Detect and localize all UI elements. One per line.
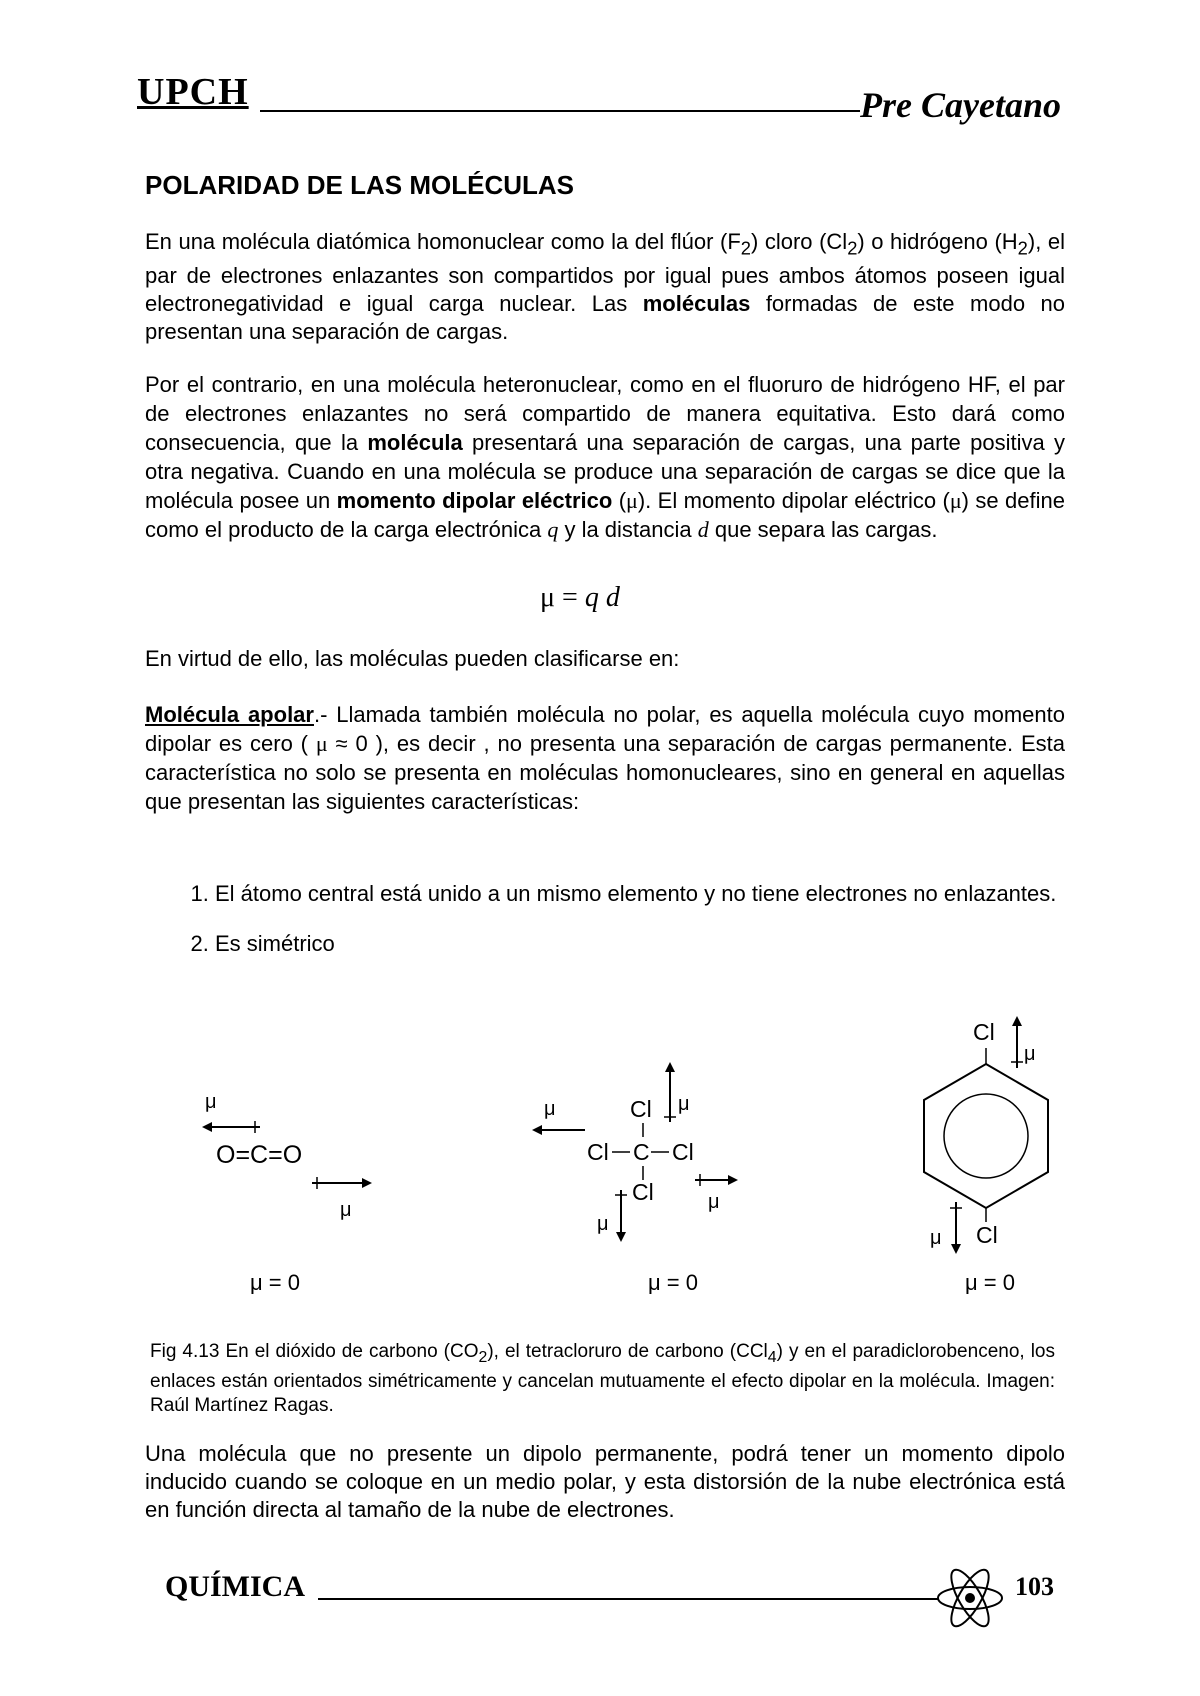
p1-text-c: ) o hidrógeno (H <box>857 229 1018 254</box>
dipole-formula <box>540 582 620 614</box>
formula-mu: μ <box>540 582 556 613</box>
p1-sub-3: 2 <box>1017 237 1028 259</box>
page-title: POLARIDAD DE LAS MOLÉCULAS <box>145 170 574 200</box>
p1-bold: moléculas <box>642 291 751 317</box>
p4-term: Molécula apolar <box>145 702 314 727</box>
ccl4-cl-left: Cl <box>587 1139 609 1165</box>
paragraph-heteronuclear <box>145 370 1065 544</box>
p2-text-g: que separa las cargas. <box>708 517 938 542</box>
p2-bold-1: molécula <box>367 430 463 455</box>
p2-text-b: presentará una separación de cargas, una parte positiva y otra negativa. Cuando en una molécula se produce una separación de cargas se dice que la molécula posee un <box>145 430 1065 513</box>
p2-text-f: y la distancia <box>558 517 698 542</box>
ccl4-cl-right: Cl <box>672 1139 694 1165</box>
benzene-molecule <box>924 1018 1048 1295</box>
ccl4-cl-bottom: Cl <box>632 1179 654 1205</box>
header-pre-cayetano: Pre Cayetano <box>860 85 1061 125</box>
caption-text-c: ) y en el paradiclorobenceno, los enlaces están orientados simétricamente y cancelan mutuamente el efecto dipolar en la molécula. Imagen: Raúl Martínez Ragas. <box>150 1341 1055 1416</box>
formula-rhs: q d <box>584 582 620 613</box>
co2-mu-left: μ <box>205 1091 217 1113</box>
p2-text-a: Por el contrario, en una molécula heteronuclear, como en el fluoruro de hidrógeno HF, el par de electrones enlazantes no será compartido de manera equitativa. Esto dará como consecuencia, que la <box>145 372 1065 455</box>
co2-formula: O=C=O <box>216 1141 303 1169</box>
footer-rule <box>318 1598 938 1600</box>
paragraph-classification: En virtud de ello, las moléculas pueden clasificarse en: <box>145 646 680 671</box>
co2-molecule <box>204 1091 370 1295</box>
p4-text-a: .- Llamada también molécula no polar, es aquella molécula cuyo momento dipolar es cero ( <box>145 702 1065 756</box>
p4-approx: ≈ 0 <box>327 731 368 756</box>
ccl4-cl-top: Cl <box>630 1096 652 1122</box>
benzene-mu-bottom: μ <box>930 1227 942 1249</box>
ccl4-mu-right: μ <box>708 1191 720 1213</box>
benzene-mu-top: μ <box>1024 1043 1036 1065</box>
header-upch: UPCH <box>137 71 249 113</box>
p2-text-e: ) se define como el producto de la carga electrónica <box>145 488 1065 542</box>
co2-mu-right: μ <box>340 1199 352 1221</box>
ccl4-result: μ = 0 <box>648 1270 698 1295</box>
formula-equals: = <box>555 582 585 613</box>
ccl4-c: C <box>633 1139 650 1165</box>
caption-text-a: Fig 4.13 En el dióxido de carbono (CO <box>150 1341 479 1362</box>
p1-text-e: formadas de este modo no presentan una separación de cargas. <box>145 291 1066 345</box>
list-item: 1. El átomo central está unido a un mismo elemento y no tiene electrones no enlazantes. <box>215 880 1115 908</box>
paragraph-apolar <box>145 700 1065 816</box>
atom-icon <box>935 1565 1005 1631</box>
benzene-ring-icon <box>924 1064 1048 1208</box>
p1-sub-1: 2 <box>740 237 751 259</box>
p2-mu-2: μ <box>949 488 962 513</box>
benzene-cl-bottom: Cl <box>976 1222 998 1248</box>
benzene-aromatic-circle-icon <box>944 1094 1028 1178</box>
caption-text-b: ), el tetracloruro de carbono (CCl <box>487 1341 768 1362</box>
p1-text-a: En una molécula diatómica homonuclear como la del flúor (F <box>145 229 741 254</box>
p1-text-b: ) cloro (Cl <box>750 229 848 254</box>
p2-var-d: d <box>697 517 709 542</box>
co2-result: μ = 0 <box>250 1270 300 1295</box>
figure-molecules <box>0 990 1200 1320</box>
p1-text-d: ), el par de electrones enlazantes son compartidos por igual pues ambos átomos poseen igual electronegatividad e igual carga nuclear. Las <box>145 229 1065 317</box>
page-number: 103 <box>1015 1572 1054 1601</box>
paragraph-homonuclear <box>145 228 1065 346</box>
ccl4-mu-top: μ <box>678 1093 690 1115</box>
figure-caption <box>150 1340 1055 1418</box>
p2-bold-2: momento dipolar eléctrico <box>336 488 613 513</box>
p4-text-b: ), es decir , no presenta una separación de cargas permanente. Esta característica no solo se presenta en moléculas homonucleares, sino en general en aquellas que presentan las siguientes características: <box>145 731 1065 814</box>
header-rule <box>260 110 860 112</box>
paragraph-induced-dipole: Una molécula que no presente un dipolo permanente, podrá tener un momento dipolo inducido cuando se coloque en un medio polar, y esta distorsión de la nube electrónica está en función directa al tamaño de la nube de electrones. <box>145 1441 1065 1522</box>
ccl4-mu-bottom: μ <box>597 1213 609 1235</box>
p1-sub-2: 2 <box>847 237 858 259</box>
list-item: 2. Es simétrico <box>215 930 1115 958</box>
benzene-cl-top: Cl <box>973 1019 995 1045</box>
p2-text-d: ). El momento dipolar eléctrico ( <box>637 488 950 513</box>
caption-sub-2: 4 <box>767 1348 777 1366</box>
p2-text-c: ( <box>612 488 627 513</box>
benzene-result: μ = 0 <box>965 1270 1015 1295</box>
p2-var-q: q <box>547 517 559 542</box>
caption-sub-1: 2 <box>478 1348 488 1366</box>
footer-quimica: QUÍMICA <box>165 1570 305 1603</box>
p2-mu-1: μ <box>626 488 638 513</box>
ccl4-molecule <box>534 1064 736 1295</box>
characteristics-list <box>165 880 1115 980</box>
p4-mu: μ <box>315 731 328 756</box>
ccl4-mu-left: μ <box>544 1098 556 1120</box>
